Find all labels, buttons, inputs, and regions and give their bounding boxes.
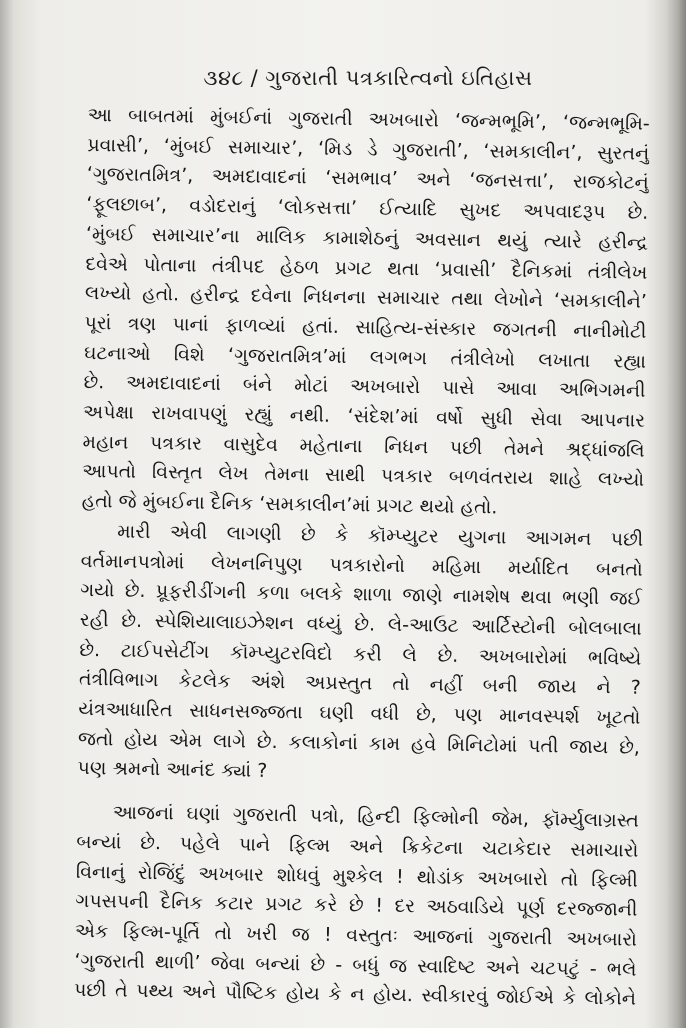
text-line: પણ શ્રમનો આનંદ ક્યાં ? — [77, 757, 268, 783]
text-line: છે. અમદાવાદનાં બંને મોટાં અખબારો પાસે આવા અભિગમની — [83, 371, 646, 403]
page-edge-shadow — [666, 0, 686, 1028]
page-body — [74, 101, 650, 1015]
text-line: આપતો વિસ્તૃત લેખ તેમના સાથી પત્રકાર બળવંતરાય શાહે લખ્યો — [82, 460, 645, 492]
text-line: મહાન પત્રકાર વાસુદેવ મહેતાના નિધન પછી તેમને શ્રદ્ધાંજલિ — [82, 430, 645, 462]
text-line: છે. ટાઈપસેટીંગ કૉમ્પ્યુટરવિદો કરી લે છે. અખબારોમાં ભવિષ્યે — [79, 638, 642, 670]
text-line: ‘ગુજરાતી થાળી’ જેવા બન્યાં છે - બધું જ સ્વાદિષ્ટ અને ચટપટું - ભલે — [74, 949, 637, 981]
paragraph-1 — [81, 101, 649, 526]
text-line: વર્તમાનપત્રોમાં લેખનનિપુણ પત્રકારોનો મહિમા મર્યાદિત બનતો — [80, 549, 643, 581]
text-line: પછી તે પથ્ય અને પૌષ્ટિક હોય કે ન હોય. સ્વીકારવું જોઈએ કે લોકોને — [73, 979, 637, 1011]
text-line: ગપસપની દૈનિક કટાર પ્રગટ કરે છે ! દર અઠવાડિયે પૂર્ણ દરજ્જાની — [75, 890, 638, 922]
text-line: વિનાનું રોજિંદું અખબાર શોધવું મુશ્કેલ ! થોડાંક અખબારો તો ફિલ્મી — [75, 860, 638, 892]
paragraph-2 — [77, 517, 643, 793]
text-line: ‘ગુજરાતમિત્ર’, અમદાવાદનાં ‘સમભાવ’ અને ‘જનસત્તા’, રાજકોટનું — [86, 163, 649, 195]
paragraph-3 — [74, 798, 639, 1015]
text-line: દવેએ પોતાના તંત્રીપદ હેઠળ પ્રગટ થતા ‘પ્રવાસી’ દૈનિકમાં તંત્રીલેખ — [85, 252, 648, 284]
text-line: અપેક્ષા રાખવાપણું રહ્યું નથી. ‘સંદેશ’માં વર્ષો સુધી સેવા આપનાર — [82, 400, 646, 432]
text-line: ગયો છે. પ્રૂફરીડીંગની કળા બલકે શાળા જાણે નામશેષ થવા ભણી જઈ — [80, 579, 643, 611]
text-line: હતો જે મુંબઈના દૈનિક ‘સમકાલીન’માં પ્રગટ થયો હતો. — [81, 490, 498, 519]
text-line: પૂરાં ત્રણ પાનાં ફાળવ્યાં હતાં. સાહિત્ય-સંસ્કાર જગતની નાનીમોટી — [84, 311, 647, 343]
page-binding-shadow — [0, 0, 14, 1028]
text-line: લખ્યો હતો. હરીન્દ્ર દવેના નિધનના સમાચાર તથા લેખોને ‘સમકાલીને’ — [84, 282, 648, 314]
text-line: આ બાબતમાં મુંબઈનાં ગુજરાતી અખબારો ‘જન્મભૂમિ’, ‘જન્મભૂમિ- — [87, 103, 650, 135]
text-line: ઘટનાઓ વિશે ‘ગુજરાતમિત્ર’માં લગભગ તંત્રીલેખો લખાતા રહ્યા — [83, 341, 647, 373]
running-header: ૩૪૮ / ગુજરાતી પત્રકારિત્વનો ઇતિહાસ — [203, 66, 533, 90]
text-line: પ્રવાસી’, ‘મુંબઈ સમાચાર’, ‘મિડ ડે ગુજરાતી’, ‘સમકાલીન’, સુરતનું — [87, 133, 650, 165]
text-line: તંત્રીવિભાગ કેટલેક અંશે અપ્રસ્તુત તો નહીં બની જાય ને ? — [78, 668, 642, 700]
text-line: યંત્રઆધારિત સાધનસજ્જતા ઘણી વધી છે, પણ માનવસ્પર્શ ખૂટતો — [78, 697, 641, 729]
text-line: ‘ફૂલછાબ’, વડોદરાનું ‘લોકસત્તા’ ઈત્યાદિ સુખદ અપવાદરૂપ છે. — [86, 193, 649, 224]
text-line: બન્યાં છે. પહેલે પાને ફિલ્મ અને ક્રિકેટના ચટાકેદાર સમાચારો — [76, 830, 639, 862]
text-line: રહી છે. સ્પેશિયાલાઇઝેશન વધ્યું છે. લે-આઉટ આર્ટિસ્ટોની બોલબાલા — [79, 608, 642, 640]
text-line: જતો હોય એમ લાગે છે. કલાકોનાં કામ હવે મિનિટોમાં પતી જાય છે, — [77, 727, 641, 759]
text-line: ‘મુંબઈ સમાચાર’ના માલિક કામાશેઠનું અવસાન થયું ત્યારે હરીન્દ્ર — [85, 222, 649, 254]
text-line: એક ફિલ્મ-પૂર્તિ તો ખરી જ ! વસ્તુતઃ આજનાં ગુજરાતી અખબારો — [74, 919, 638, 951]
text-line: મારી એવી લાગણી છે કે કૉમ્પ્યુટર યુગના આગમન પછી — [117, 520, 644, 551]
text-line: આજનાં ઘણાં ગુજરાતી પત્રો, હિન્દી ફિલ્મોની જેમ, ફૉર્મ્યુલાગ્રસ્ત — [112, 801, 639, 832]
